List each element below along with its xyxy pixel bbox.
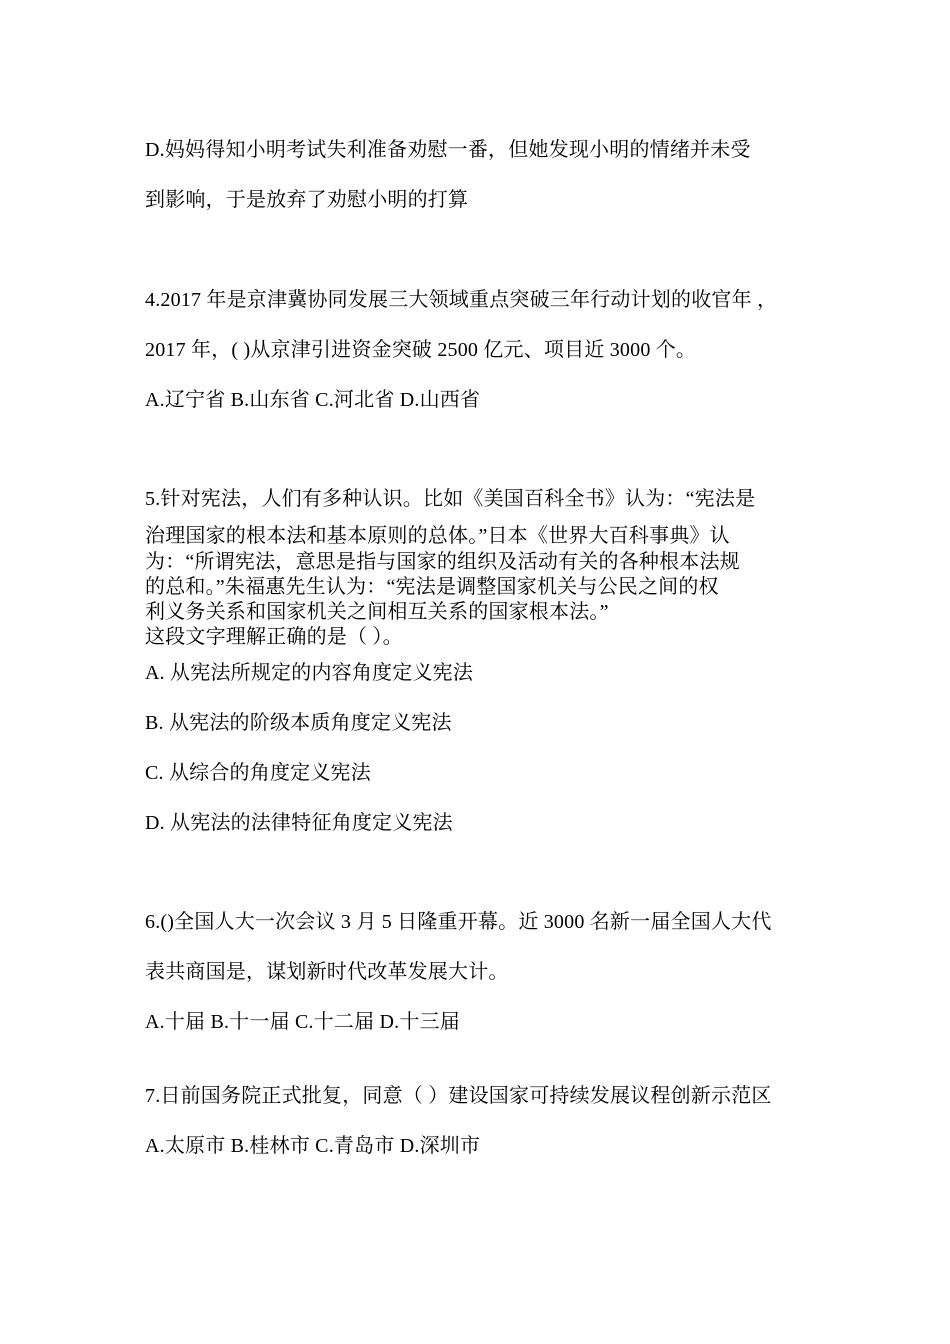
q3-option-d-line1: D.妈妈得知小明考试失利准备劝慰一番，但她发现小明的情绪并未受	[145, 139, 751, 161]
q5-stem-line1: 5.针对宪法，人们有多种认识。比如《美国百科全书》认为：“宪法是	[145, 488, 756, 510]
q5-stem-line3: 为：“所谓宪法，意思是指与国家的组织及活动有关的各种根本法规	[145, 551, 740, 573]
q5-stem-line5: 利义务关系和国家机关之间相互关系的国家根本法。”	[145, 601, 609, 623]
q4-options: A.辽宁省 B.山东省 C.河北省 D.山西省	[145, 389, 481, 411]
q5-option-c: C. 从综合的角度定义宪法	[145, 762, 371, 784]
q3-option-d-line2: 到影响，于是放弃了劝慰小明的打算	[145, 189, 469, 211]
q5-option-b: B. 从宪法的阶级本质角度定义宪法	[145, 712, 452, 734]
q7-stem: 7.日前国务院正式批复，同意（ ）建设国家可持续发展议程创新示范区	[145, 1085, 772, 1107]
q4-stem-line2: 2017 年，( )从京津引进资金突破 2500 亿元、项目近 3000 个。	[145, 339, 697, 361]
q4-stem-line1: 4.2017 年是京津冀协同发展三大领域重点突破三年行动计划的收官年 ，	[145, 289, 778, 311]
q7-options: A.太原市 B.桂林市 C.青岛市 D.深圳市	[145, 1135, 481, 1157]
q5-stem-line4: 的总和。”朱福惠先生认为：“宪法是调整国家机关与公民之间的权	[145, 576, 719, 598]
q6-options: A.十届 B.十一届 C.十二届 D.十三届	[145, 1011, 460, 1033]
q6-stem-line1: 6.()全国人大一次会议 3 月 5 日隆重开幕。近 3000 名新一届全国人大代	[145, 911, 772, 933]
q6-stem-line2: 表共商国是，谋划新时代改革发展大计。	[145, 961, 509, 983]
q5-stem-line6: 这段文字理解正确的是（ ）。	[145, 626, 403, 648]
q5-option-d: D. 从宪法的法律特征角度定义宪法	[145, 812, 453, 834]
q5-stem-line2: 治理国家的根本法和基本原则的总体。”日本《世界大百科事典》认	[145, 525, 730, 547]
q5-option-a: A. 从宪法所规定的内容角度定义宪法	[145, 662, 474, 684]
